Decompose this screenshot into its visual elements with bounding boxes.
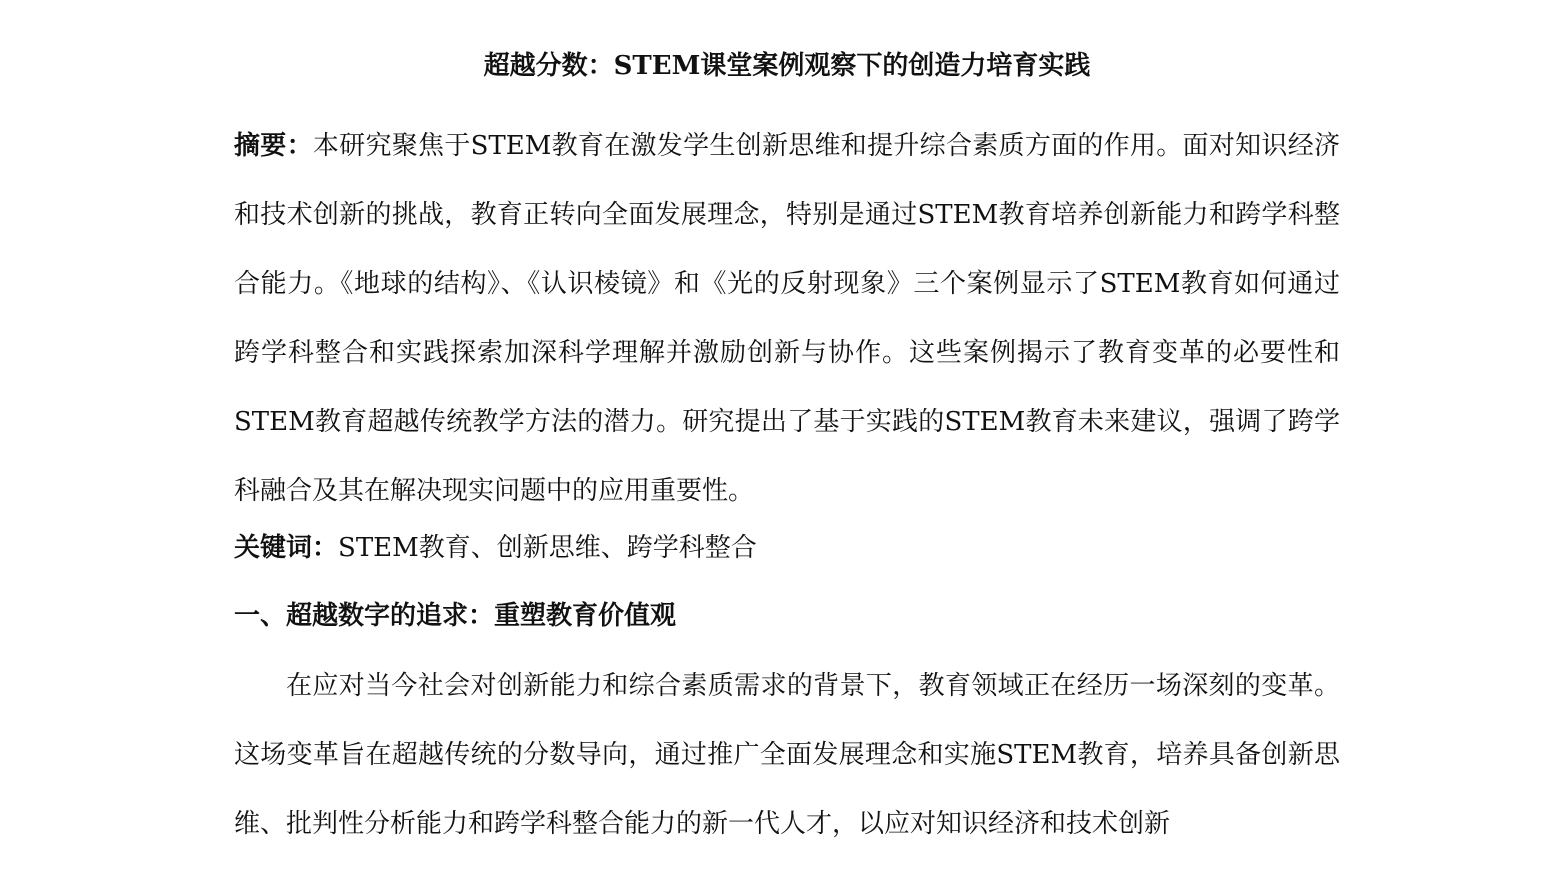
abstract-paragraph xyxy=(234,112,1340,526)
paper-page xyxy=(234,0,1340,873)
section-heading: 一、超越数字的追求：重塑教育价值观 xyxy=(234,601,677,631)
keywords-text: STEM教育、创新思维、跨学科整合 xyxy=(338,533,757,563)
keywords-line xyxy=(234,526,1340,570)
abstract-text: 本研究聚焦于STEM教育在激发学生创新思维和提升综合素质方面的作用。面对知识经济和技术创新的挑战，教育正转向全面发展理念，特别是通过STEM教育培养创新能力和跨学科整合能力。《地球的结构》、《认识棱镜》和《光的反射现象》三个案例显示了STEM教育如何通过跨学科整合和实践探索加深科学理解并激励创新与协作。这些案例揭示了教育变革的必要性和STEM教育超越传统教学方法的潜力。研究提出了基于实践的STEM教育未来建议，强调了跨学科融合及其在解决现实问题中的应用重要性。 xyxy=(234,131,1340,506)
section-paragraph: 在应对当今社会对创新能力和综合素质需求的背景下，教育领域正在经历一场深刻的变革。这场变革旨在超越传统的分数导向，通过推广全面发展理念和实施STEM教育，培养具备创新思维、批判性分析能力和跨学科整合能力的新一代人才，以应对知识经济和技术创新 xyxy=(234,671,1340,839)
abstract-label: 摘要： xyxy=(234,131,313,161)
paper-title: 超越分数：STEM课堂案例观察下的创造力培育实践 xyxy=(483,51,1091,81)
keywords-label: 关键词： xyxy=(234,533,339,563)
